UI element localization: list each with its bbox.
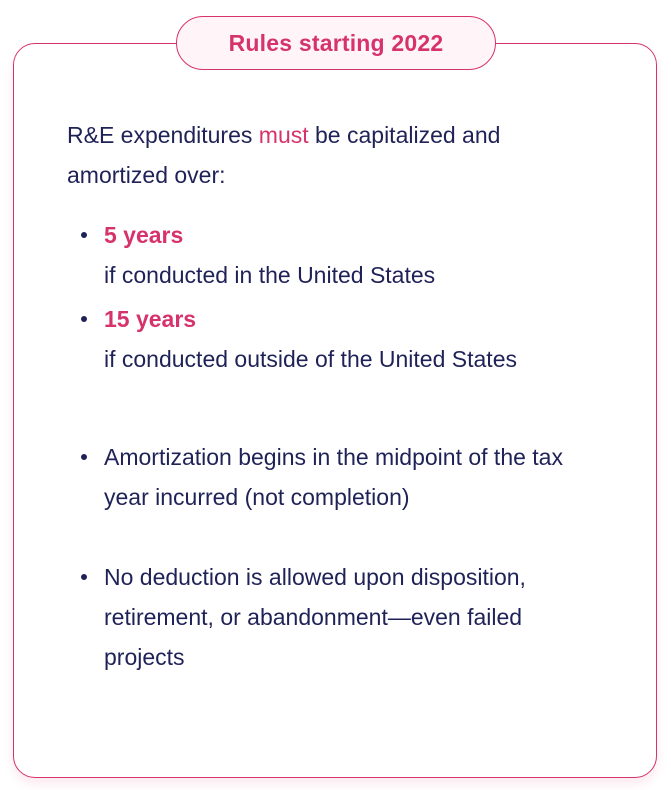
period-description: if conducted in the United States [104, 262, 436, 288]
intro-before: R&E expenditures [67, 122, 259, 148]
intro-text [67, 115, 607, 195]
intro-after: be capitalized and amortized over: [67, 122, 501, 188]
card-title: Rules starting 2022 [228, 29, 444, 56]
period-item-domestic [67, 215, 607, 295]
note-item-no-deduction [67, 557, 607, 677]
bullet-icon [81, 454, 87, 460]
period-value: 5 years [104, 222, 184, 248]
bullet-icon [81, 232, 87, 238]
note-text: Amortization begins in the midpoint of the tax year incurred (not completion) [104, 444, 563, 510]
title-pill [176, 16, 496, 70]
period-value: 15 years [104, 306, 197, 332]
notes-list [67, 437, 607, 717]
period-item-foreign [67, 299, 607, 379]
amortization-periods-list [67, 215, 607, 383]
intro-emphasis: must [258, 122, 309, 148]
bullet-icon [81, 316, 87, 322]
period-description: if conducted outside of the United States [104, 346, 517, 372]
note-text: No deduction is allowed upon disposition, retirement, or abandonment—even failed projects [104, 564, 526, 670]
note-item-midpoint [67, 437, 607, 517]
bullet-icon [81, 574, 87, 580]
